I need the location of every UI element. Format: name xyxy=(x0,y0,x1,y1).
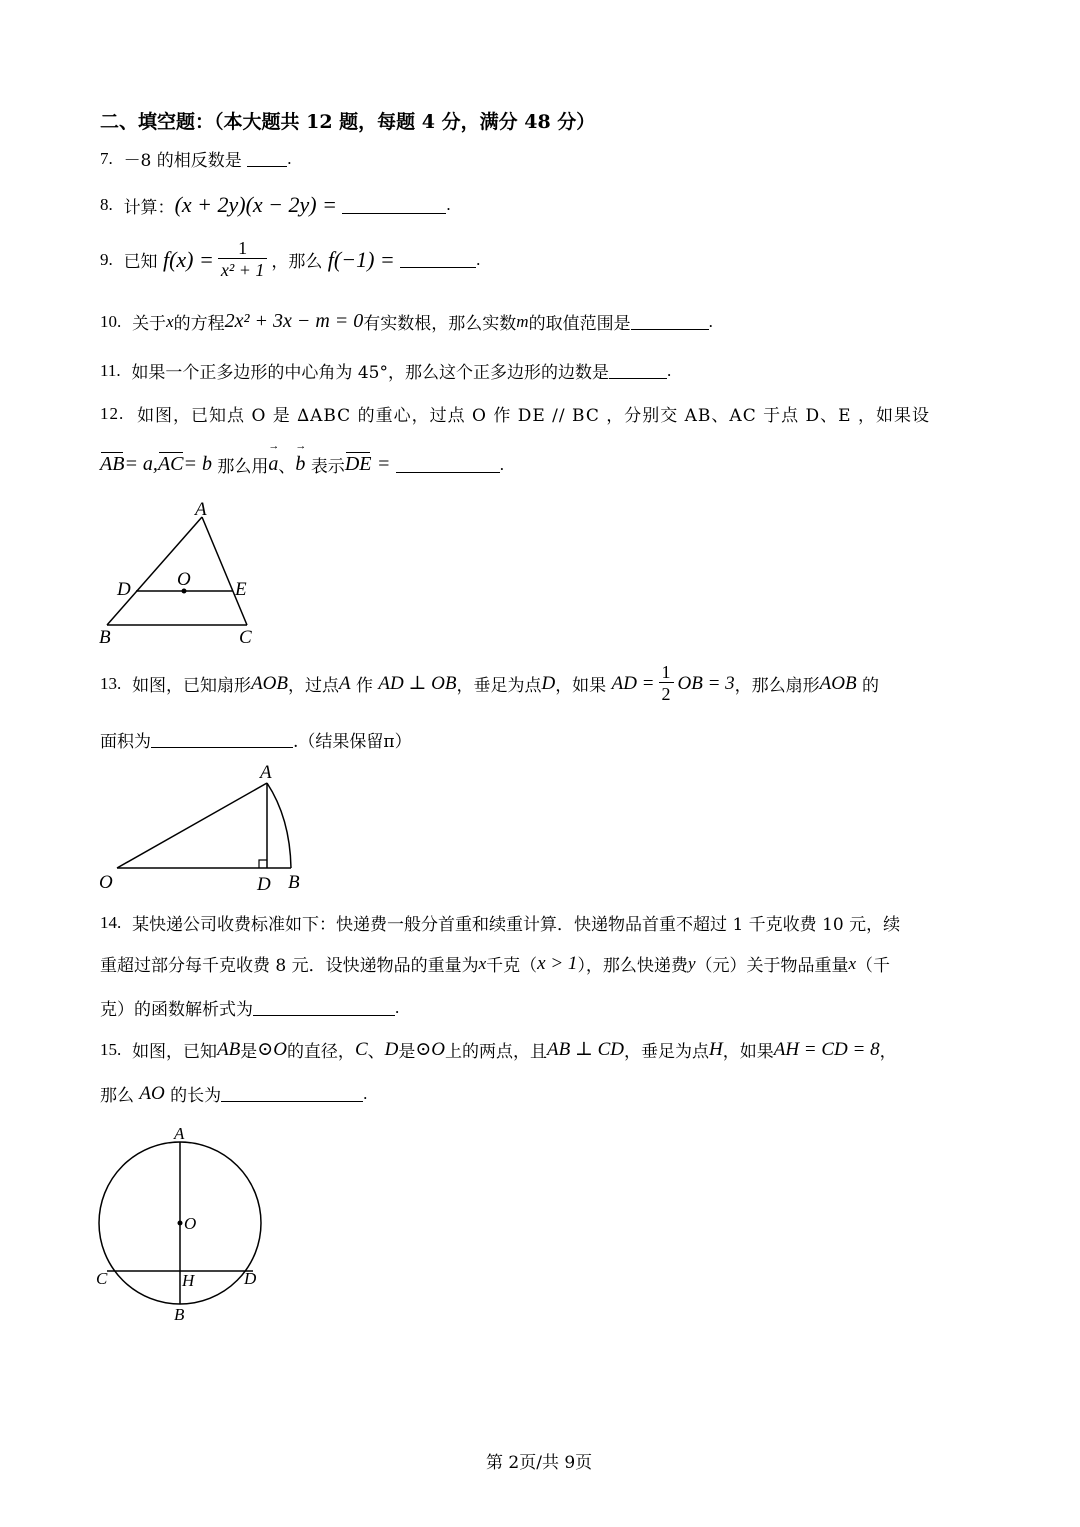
label-C: C xyxy=(239,627,252,648)
center-O xyxy=(178,1221,183,1226)
section-title: 二、填空题：（本大题共 12 题，每题 4 分，满分 48 分） xyxy=(100,111,596,133)
page-footer: 第 2页/共 9页 xyxy=(486,1453,593,1473)
label-O: O xyxy=(184,1214,197,1233)
label-D: D xyxy=(244,1269,257,1288)
question-14-line3: 克）的函数解析式为 . xyxy=(100,997,400,1020)
vector-AC: AC xyxy=(157,453,184,475)
question-number: 12. xyxy=(100,403,125,423)
label-H: H xyxy=(182,1271,195,1290)
vector-a: → a xyxy=(268,453,278,476)
label-A: A xyxy=(260,762,272,783)
question-13: 13. 如图，已知扇形 AOB ，过点 A 作 AD ⊥ OB ，垂足为点 D ，如果 AD = $\frac{1}{2}$ OB = 3 ，那么扇形 AOB 的 xyxy=(100,662,879,704)
question-9: 9. 已知 f(x) = $\frac{1}{\text{x² + 1}}$ ，那么 f(−1) = . xyxy=(100,238,481,280)
figure-sector-aob xyxy=(95,758,315,898)
answer-blank[interactable] xyxy=(400,251,476,268)
label-D: D xyxy=(257,874,271,895)
math-expression: (x + 2y)(x − 2y) = xyxy=(174,192,337,217)
math-expression: 2x² + 3x − m = 0 xyxy=(224,310,364,332)
label-O: O xyxy=(177,569,191,590)
question-10: 10. 关于 x 的方程 2x² + 3x − m = 0 有实数根，那么实数 m 的取值范围是 . xyxy=(100,310,713,334)
label-C: C xyxy=(96,1269,108,1288)
question-15: 15. 如图，已知 AB 是 ⊙O 的直径， C 、 D 是 ⊙O 上的两点，且 AB ⊥ CD ，垂足为点 H ，如果 AH = CD = 8 ， xyxy=(100,1038,897,1062)
question-13-line2: 面积为 .（结果保留π） xyxy=(100,732,412,752)
question-12-line2: AB = a, AC = b 那么用 → a 、 → b 表示 DE = . xyxy=(100,452,504,477)
question-text: 某快递公司收费标准如下：快递费一般分首重和续重计算．快递物品首重不超过 1 千克收费 10 元，续 xyxy=(132,915,901,935)
question-number: 7. xyxy=(100,148,113,168)
question-11: 11. 如果一个正多边形的中心角为 45°，那么这个正多边形的边数是 . xyxy=(100,358,671,383)
label-A: A xyxy=(195,499,207,520)
label-E: E xyxy=(235,579,247,600)
answer-blank[interactable] xyxy=(247,150,287,167)
answer-blank[interactable] xyxy=(342,197,446,214)
question-text: 如图，已知点 O 是 ∆ABC 的重心，过点 O 作 DE // BC ，分别交 AB、AC 于点 D、E ，如果设 xyxy=(137,406,930,426)
fraction: $\frac{1}{\text{x² + 1}}$ xyxy=(218,238,268,281)
arc-AB xyxy=(267,783,291,868)
right-angle-mark xyxy=(259,860,267,868)
answer-blank[interactable] xyxy=(609,362,667,379)
question-14 xyxy=(100,910,900,935)
math-expression: f(x) = xyxy=(162,246,214,272)
answer-blank[interactable] xyxy=(396,456,500,473)
figure-triangle-abc xyxy=(95,495,270,655)
question-number: 13. xyxy=(100,673,122,693)
label-B: B xyxy=(174,1305,185,1324)
radius-OA xyxy=(117,783,267,868)
answer-blank[interactable] xyxy=(151,731,293,748)
answer-blank[interactable] xyxy=(631,313,709,330)
question-text: －8 的相反数是 xyxy=(123,151,242,171)
question-7: 7. －8 的相反数是 . xyxy=(100,146,291,171)
segment-AC xyxy=(202,517,247,625)
question-number: 10. xyxy=(100,311,122,331)
label-D: D xyxy=(117,579,131,600)
question-15-line2: 那么 AO 的长为 . xyxy=(100,1082,368,1106)
question-number: 11. xyxy=(100,360,121,380)
question-text: 计算： xyxy=(123,197,175,218)
label-O: O xyxy=(99,872,113,893)
question-12 xyxy=(100,401,930,426)
question-number: 14. xyxy=(100,912,122,932)
question-14-line2: 重超过部分每千克收费 8 元．设快递物品的重量为 x 千克（ x > 1 ），那么快递费 y （元）关于物品重量 x （千 xyxy=(100,952,891,976)
vector-DE: DE xyxy=(344,453,372,475)
fraction: $\frac{1}{2}$ xyxy=(659,662,674,705)
math-expression: f(−1) = xyxy=(327,246,395,272)
answer-blank[interactable] xyxy=(221,1085,363,1102)
question-8: 8. 计算： (x + 2y)(x − 2y) = . xyxy=(100,192,451,218)
figure-circle-o xyxy=(90,1122,280,1327)
vector-b: → b xyxy=(295,453,305,476)
label-B: B xyxy=(99,627,111,648)
vector-AB: AB xyxy=(100,453,125,475)
question-number: 8. xyxy=(100,195,113,214)
question-number: 15. xyxy=(100,1039,122,1059)
question-text: 如果一个正多边形的中心角为 45°，那么这个正多边形的边数是 xyxy=(131,363,609,383)
question-number: 9. xyxy=(100,249,113,269)
label-A: A xyxy=(174,1124,185,1143)
label-B: B xyxy=(288,872,300,893)
answer-blank[interactable] xyxy=(253,999,395,1016)
